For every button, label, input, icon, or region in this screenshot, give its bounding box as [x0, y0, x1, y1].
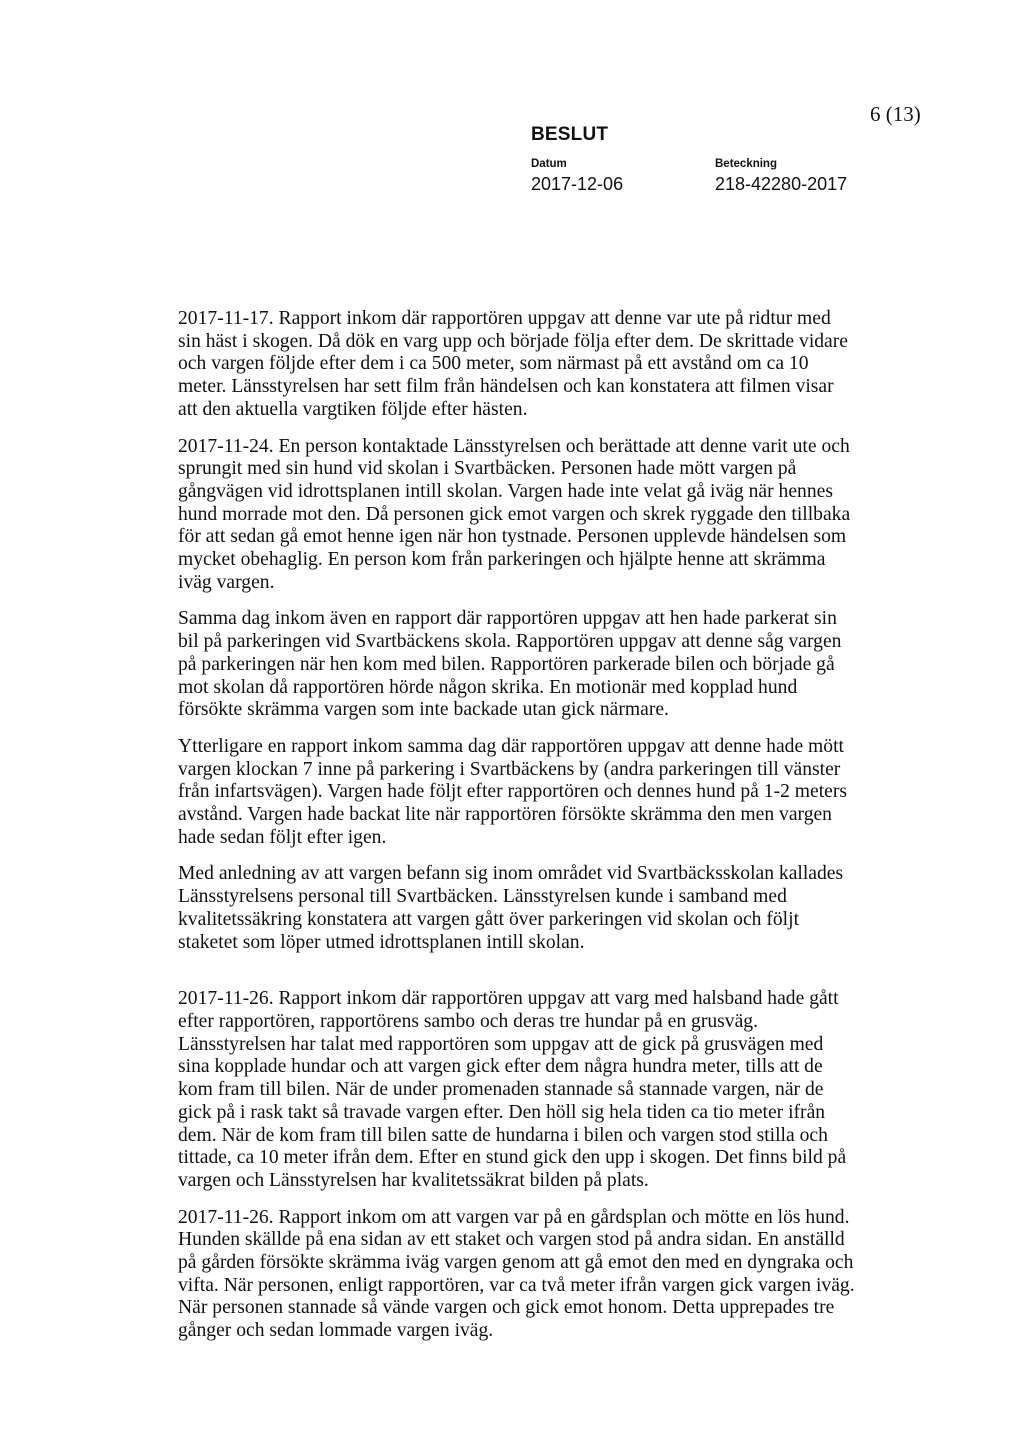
document-body	[178, 308, 858, 1357]
page-number: 6 (13)	[870, 102, 921, 126]
reference-value: 218-42280-2017	[715, 174, 848, 194]
date-value: 2017-12-06	[531, 174, 624, 194]
reference-label: Beteckning	[715, 158, 777, 170]
paragraph-staff-called: Med anledning av att vargen befann sig inom området vid Svartbäcksskolan kallades Länsstyrelsens personal till Svartbäcken. Länsstyrelsen kunde i samband med kvalitetssäkring konstatera att vargen gått över parkeringen vid skolan och följt staketet som löper utmed idrottsplanen intill skolan.	[178, 863, 844, 953]
paragraph-same-day-report: Samma dag inkom även en rapport där rapportören uppgav att hen hade parkerat sin bil på parkeringen vid Svartbäckens skola. Rapportören uppgav att denne såg vargen på parkeringen när hen kom med bilen. Rapportören parkerade bilen och började gå mot skolan då rapportören hörde någon skrika. En motionär med kopplad hund försökte skrämma vargen som inte backade utan gick närmare.	[178, 608, 842, 721]
date-label: Datum	[531, 158, 567, 170]
paragraph-2017-11-24: 2017-11-24. En person kontaktade Länsstyrelsen och berättade att denne varit ute och sprungit med sin hund vid skolan i Svartbäcken. Personen hade mött vargen på gångvägen vid idrottsplanen intill skolan. Vargen hade inte velat gå iväg när hennes hund morrade mot den. Då personen gick emot vargen och skrek ryggade den tillbaka för att sedan gå emot henne igen när hon tystnade. Personen upplevde händelsen som mycket obehaglig. En person kom från parkeringen och hjälpte henne att skrämma iväg vargen.	[178, 435, 851, 593]
document-header	[0, 0, 1024, 220]
paragraph-further-report: Ytterligare en rapport inkom samma dag där rapportören uppgav att denne hade mött vargen klockan 7 inne på parkering i Svartbäckens by (andra parkeringen till vänster från infartsvägen). Vargen hade följt efter rapportören och dennes hund på 1-2 meters avstånd. Vargen hade backat lite när rapportören försökte skrämma den men vargen hade sedan följt efter igen.	[178, 735, 848, 848]
paragraph-2017-11-26-farmyard: 2017-11-26. Rapport inkom om att vargen var på en gårdsplan och mötte en lös hund. Hunden skällde på ena sidan av ett staket och vargen stod på andra sidan. En anställd på gården försökte skrämma iväg vargen genom att gå emot den med en dyngraka och vifta. När personen, enligt rapportören, var ca två meter ifrån vargen gick vargen iväg. När personen stannade så vände vargen och gick emot honom. Detta upprepades tre gånger och sedan lommade vargen iväg.	[178, 1206, 855, 1342]
paragraph-2017-11-17: 2017-11-17. Rapport inkom där rapportören uppgav att denne var ute på ridtur med sin häst i skogen. Då dök en varg upp och började följa efter dem. De skrittade vidare och vargen följde efter dem i ca 500 meter, som närmast på ett avstånd om ca 10 meter. Länsstyrelsen har sett film från händelsen och kan konstatera att filmen visar att den aktuella vargtiken följde efter hästen.	[178, 308, 848, 420]
document-type: BESLUT	[531, 124, 609, 145]
paragraph-2017-11-26-gravel-road: 2017-11-26. Rapport inkom där rapportören uppgav att varg med halsband hade gått efter rapportören, rapportörens sambo och deras tre hundar på en grusväg. Länsstyrelsen har talat med rapportören som uppgav att de gick på grusvägen med sina kopplade hundar och att vargen gick efter dem några hundra meter, tills att de kom fram till bilen. När de under promenaden stannade så stannade vargen, när de gick på i rask takt så travade vargen efter. Den höll sig hela tiden ca tio meter ifrån dem. När de kom fram till bilen satte de hundarna i bilen och vargen stod stilla och tittade, ca 10 meter ifrån dem. Efter en stund gick den upp i skogen. Det finns bild på vargen och Länsstyrelsen har kvalitetssäkrat bilden på plats.	[178, 988, 847, 1191]
